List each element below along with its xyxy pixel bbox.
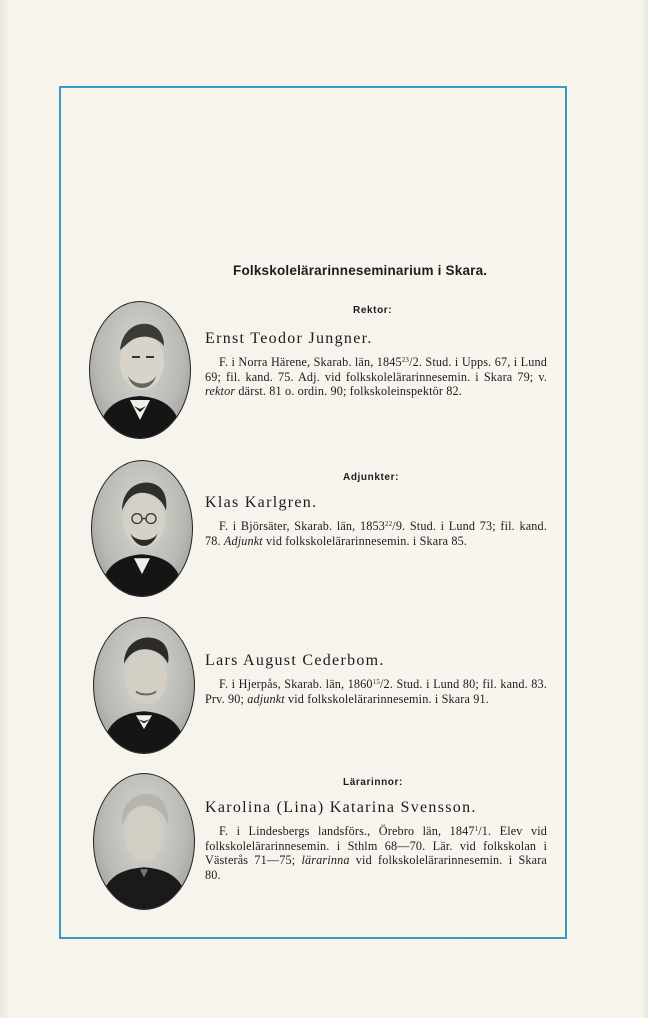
person-bio (205, 822, 547, 882)
bio-emphasis: Adjunkt (223, 533, 263, 548)
bio-text: /2. Stud. i Upps. 67, i Lund 69; fil. kand. 75. Adj. vid folkskolelärarinnesemin. i Skara 79; v. (205, 355, 547, 384)
entry-klas-karlgren (205, 493, 547, 548)
person-bio (205, 517, 547, 548)
person-name: Lars August Cederbom. (205, 652, 385, 669)
bio-text: /1. Elev vid folkskolelärarinnesemin. i Sthlm 68—70. Lär. vid folkskolan i Västerås 71—75; (205, 824, 547, 868)
portrait-karolina-svensson (93, 773, 195, 910)
page-title: Folkskolelärarinneseminarium i Skara. (233, 263, 488, 278)
bio-date-superscript: 15 (372, 678, 380, 686)
bio-text: F. i Lindesbergs landsförs., Örebro län, 1847 (219, 824, 475, 838)
bio-emphasis: lärarinna (301, 853, 350, 868)
bio-emphasis: rektor (205, 384, 236, 399)
bio-text: vid folkskolelärarinnesemin. i Skara 91. (284, 691, 489, 706)
bio-text: F. i Norra Härene, Skarab. län, 1845 (219, 355, 402, 369)
bio-date-superscript: 1 (474, 825, 479, 833)
entry-karolina-svensson (205, 798, 547, 882)
bio-text: vid folkskolelärarinnesemin. i Skara 85. (262, 533, 468, 548)
bio-emphasis: adjunkt (247, 691, 285, 706)
bio-date-superscript: 23 (401, 356, 410, 364)
portrait-lars-cederbom (93, 617, 195, 754)
bio-text: vid folkskolelärarinnesemin. i Skara 80. (205, 853, 547, 882)
portrait-ernst-jungner (89, 301, 191, 439)
entry-ernst-jungner (205, 329, 547, 399)
section-label-adjunkter: Adjunkter: (343, 472, 399, 483)
bio-text: F. i Björsäter, Skarab. län, 1853 (219, 519, 385, 533)
portrait-klas-karlgren (91, 460, 193, 597)
bio-date-superscript: 22 (384, 520, 393, 528)
bio-text: /2. Stud. i Lund 80; fil. kand. 83. Prv. 90; (205, 677, 547, 706)
person-name: Klas Karlgren. (205, 494, 318, 511)
person-name: Karolina (Lina) Katarina Svensson. (205, 799, 477, 816)
section-label-rektor: Rektor: (353, 305, 393, 316)
person-bio (205, 675, 547, 706)
entry-lars-cederbom (205, 651, 547, 706)
bio-text: F. i Hjerpås, Skarab. län, 1860 (219, 677, 373, 691)
person-name: Ernst Teodor Jungner. (205, 330, 373, 347)
bio-text: /9. Stud. i Lund 73; fil. kand. 78. (205, 519, 547, 548)
person-bio (205, 353, 547, 399)
section-label-lararinnor: Lärarinnor: (343, 777, 403, 788)
bio-text: därst. 81 o. ordin. 90; folkskoleinspektör 82. (235, 384, 462, 399)
